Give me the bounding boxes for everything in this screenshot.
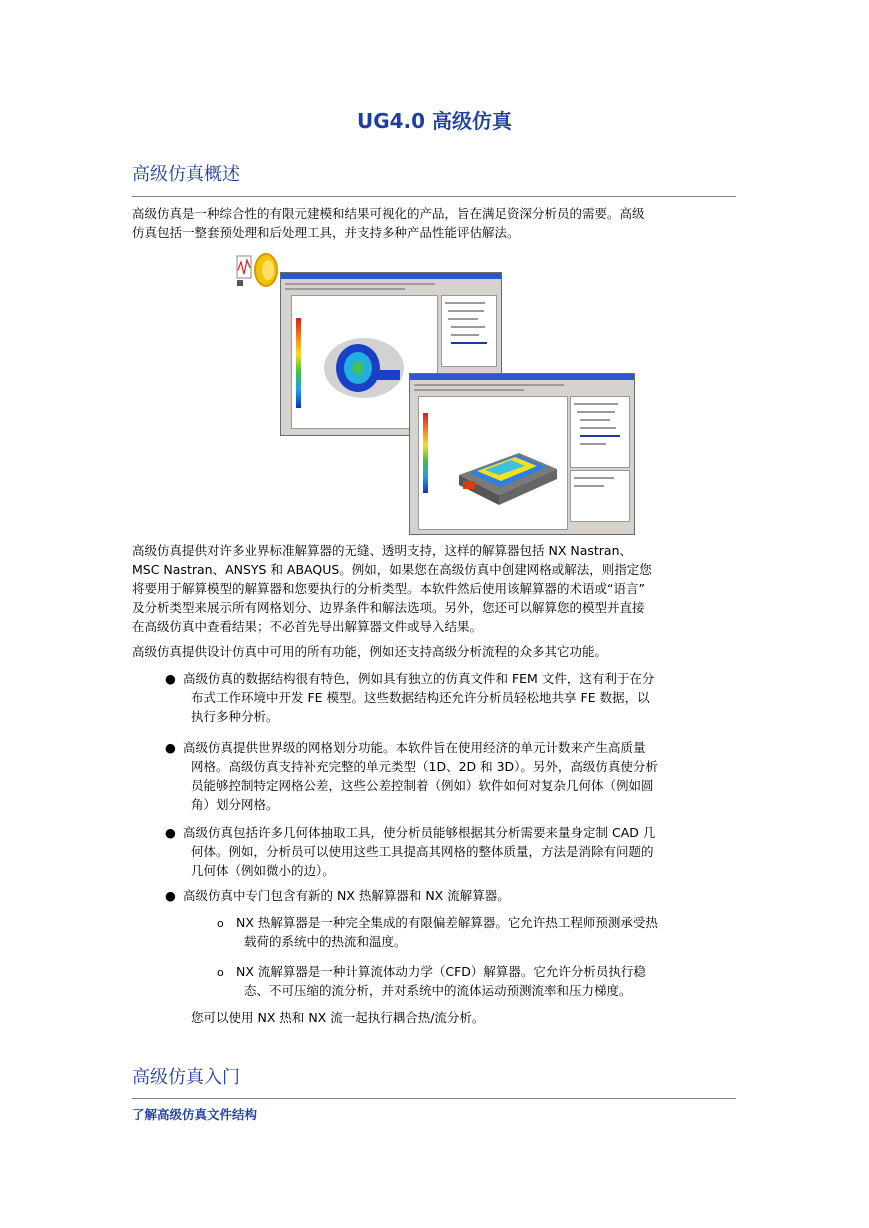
bullet-icon: ●	[165, 825, 176, 840]
list-item-line: 网格。高级仿真支持补充完整的单元类型（1D、2D 和 3D）。另外，高级仿真使分析	[191, 759, 658, 774]
features-paragraph: 高级仿真提供设计仿真中可用的所有功能，例如还支持高级分析流程的众多其它功能。	[132, 644, 608, 659]
paragraph-line: 及分析类型来展示所有网格划分、边界条件和解法选项。另外，您还可以解算您的模型并直接	[132, 600, 645, 615]
list-item-line: 几何体（例如微小的边）。	[191, 863, 335, 878]
bullet-icon: ●	[165, 671, 176, 686]
paragraph-line: 将要用于解算模型的解算器和您要执行的分析类型。本软件然后使用该解算器的术语或“语言”	[132, 581, 645, 596]
list-item-line: 执行多种分析。	[191, 709, 279, 724]
list-item-line: 高级仿真中专门包含有新的 NX 热解算器和 NX 流解算器。	[183, 888, 510, 903]
viewport	[418, 396, 568, 530]
list-item-line: 何体。例如，分析员可以使用这些工具提高其网格的整体质量，方法是消除有问题的	[191, 844, 654, 859]
closing-note: 您可以使用 NX 热和 NX 流一起执行耦合热/流分析。	[191, 1010, 485, 1025]
section-heading-getting-started: 高级仿真入门	[132, 1067, 240, 1088]
paragraph-line: 在高级仿真中查看结果；不必首先导出解算器文件或导入结果。	[132, 619, 483, 634]
navigator-panel	[441, 295, 497, 367]
list-item	[183, 886, 738, 905]
app-window-thermal	[409, 373, 635, 535]
intro-line: 高级仿真是一种综合性的有限元建模和结果可视化的产品，旨在满足资深分析员的需要。高级	[132, 206, 645, 221]
list-item-line: 高级仿真的数据结构很有特色，例如具有独立的仿真文件和 FEM 文件，这有利于在分	[183, 671, 655, 686]
bullet-icon: ●	[165, 740, 176, 755]
paragraph-line: MSC Nastran、ANSYS 和 ABAQUS。例如，如果您在高级仿真中创建网格或解法，则指定您	[132, 562, 652, 577]
bullet-icon: ●	[165, 888, 176, 903]
sub-list-item-line: NX 热解算器是一种完全集成的有限偏差解算器。它允许热工程师预测承受热	[236, 915, 658, 930]
section-heading-overview: 高级仿真概述	[132, 164, 240, 185]
list-item-line: 员能够控制特定网格公差，这些公差控制着（例如）软件如何对复杂几何体（例如圆	[191, 778, 654, 793]
sub-list-item-line: 态、不可压缩的流分析，并对系统中的流体运动预测流率和压力梯度。	[244, 983, 632, 998]
solver-support-paragraph	[132, 541, 736, 636]
sub-bullet-icon: o	[217, 966, 224, 979]
intro-paragraph	[132, 204, 736, 242]
screenshot-figure	[236, 250, 636, 535]
subsection-heading: 了解高级仿真文件结构	[132, 1107, 258, 1122]
list-item	[183, 669, 738, 726]
sub-list-item-line: NX 流解算器是一种计算流体动力学（CFD）解算器。它允许分析员执行稳	[236, 964, 646, 979]
list-item	[183, 823, 738, 880]
list-item	[183, 738, 738, 814]
sub-list-item	[236, 962, 736, 1000]
sub-list-item	[236, 913, 736, 951]
gold-logo-icon	[236, 250, 278, 292]
intro-line: 仿真包括一整套预处理和后处理工具，并支持多种产品性能评估解法。	[132, 225, 520, 240]
list-item-line: 布式工作环境中开发 FE 模型。这些数据结构还允许分析员轻松地共享 FE 数据，以	[191, 690, 650, 705]
paragraph-line: 高级仿真提供对许多业界标准解算器的无缝、透明支持，这样的解算器包括 NX Nastran、	[132, 543, 633, 558]
list-item-line: 高级仿真提供世界级的网格划分功能。本软件旨在使用经济的单元计数来产生高质量	[183, 740, 646, 755]
page-title: UG4.0 高级仿真	[356, 109, 513, 133]
list-item-line: 高级仿真包括许多几何体抽取工具，使分析员能够根据其分析需要来量身定制 CAD 几	[183, 825, 656, 840]
navigator-panel	[570, 396, 630, 468]
sub-list-item-line: 载荷的系统中的热流和温度。	[244, 934, 407, 949]
section-divider	[132, 1098, 736, 1099]
list-item-line: 角）划分网格。	[191, 797, 279, 812]
details-panel	[570, 470, 630, 522]
sub-bullet-icon: o	[217, 917, 224, 930]
section-divider	[132, 196, 736, 197]
